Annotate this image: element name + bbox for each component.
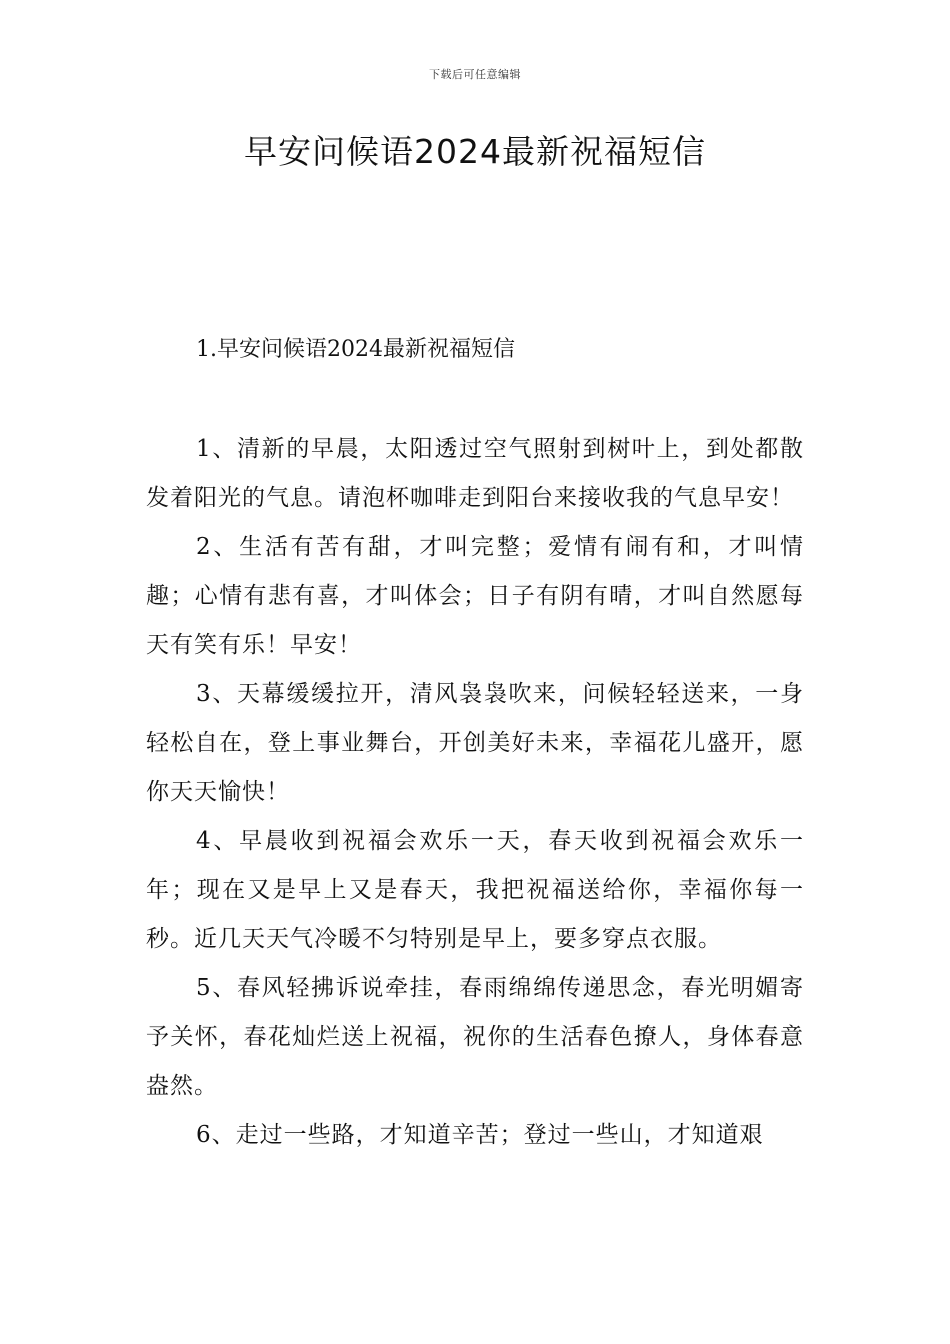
- document-title: 早安问候语2024最新祝福短信: [244, 132, 706, 171]
- header-note: 下载后可任意编辑: [429, 68, 521, 81]
- section-heading: 1.早安问候语2024最新祝福短信: [196, 337, 515, 362]
- paragraph: 1、清新的早晨，太阳透过空气照射到树叶上，到处都散发着阳光的气息。请泡杯咖啡走到阳台来接收我的气息早安！: [146, 436, 804, 511]
- document-body: [146, 425, 804, 1160]
- paragraph: 4、早晨收到祝福会欢乐一天，春天收到祝福会欢乐一年；现在又是早上又是春天，我把祝福送给你，幸福你每一秒。近几天天气冷暖不匀特别是早上，要多穿点衣服。: [146, 828, 804, 952]
- paragraph: 5、春风轻拂诉说牵挂，春雨绵绵传递思念，春光明媚寄予关怀，春花灿烂送上祝福，祝你的生活春色撩人，身体春意盎然。: [146, 975, 804, 1099]
- paragraph: 3、天幕缓缓拉开，清风袅袅吹来，问候轻轻送来，一身轻松自在，登上事业舞台，开创美好未来，幸福花儿盛开，愿你天天愉快！: [146, 681, 804, 805]
- paragraph: 2、生活有苦有甜，才叫完整；爱情有闹有和，才叫情趣；心情有悲有喜，才叫体会；日子有阴有晴，才叫自然愿每天有笑有乐！早安！: [146, 534, 804, 658]
- paragraph: 6、走过一些路，才知道辛苦；登过一些山，才知道艰: [196, 1122, 764, 1148]
